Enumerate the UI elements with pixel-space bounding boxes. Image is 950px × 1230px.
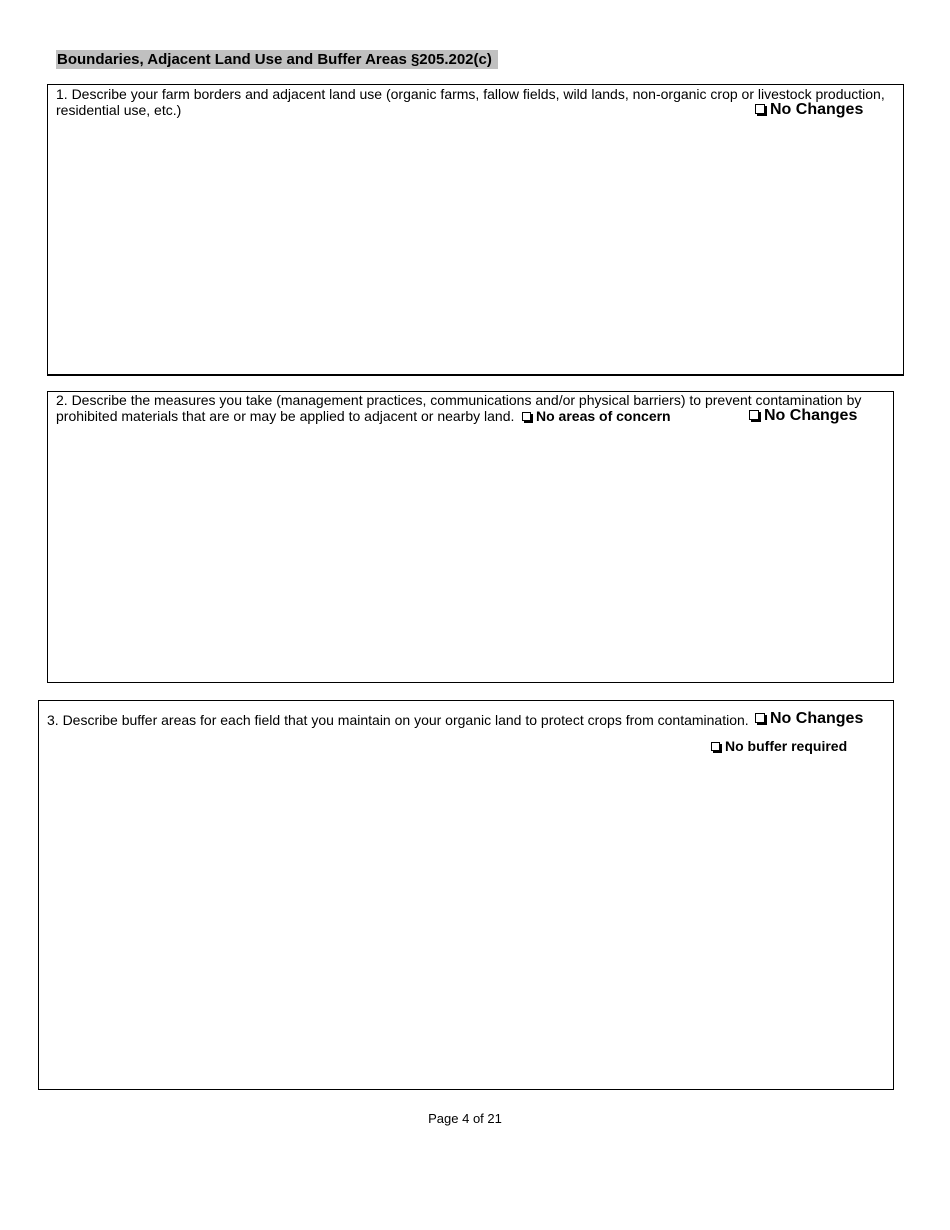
question-3-text-line1: 3. Describe buffer areas for each field that you maintain on your organic land to protect crops from contamination. <box>47 712 749 728</box>
question-1-text-line2: residential use, etc.) <box>56 102 182 118</box>
question-2-no-changes-label: No Changes <box>764 407 858 424</box>
page-number: Page 4 of 21 <box>428 1111 502 1126</box>
question-1-no-changes-option[interactable] <box>755 101 863 119</box>
question-1-answer-box[interactable] <box>47 84 904 376</box>
question-1-no-changes-label: No Changes <box>770 101 864 118</box>
question-2-text-line2: prohibited materials that are or may be applied to adjacent or nearby land. <box>56 408 515 424</box>
section-title: Boundaries, Adjacent Land Use and Buffer Areas §205.202(c) <box>56 50 498 69</box>
question-3-answer-box[interactable] <box>38 700 894 1090</box>
checkbox-icon[interactable] <box>522 412 531 421</box>
question-2-text-line1: 2. Describe the measures you take (management practices, communications and/or physical barriers) to prevent contamination by <box>56 392 862 408</box>
question-3-no-changes-option[interactable] <box>755 710 863 728</box>
checkbox-icon[interactable] <box>749 410 759 420</box>
checkbox-icon[interactable] <box>755 713 765 723</box>
question-3-no-changes-label: No Changes <box>770 710 864 727</box>
question-2-no-areas-label: No areas of concern <box>536 408 671 424</box>
question-2-no-changes-option[interactable] <box>749 407 857 425</box>
question-3-no-buffer-option[interactable] <box>711 738 847 754</box>
checkbox-icon[interactable] <box>755 104 765 114</box>
checkbox-icon[interactable] <box>711 742 720 751</box>
question-2-answer-box[interactable] <box>47 391 894 683</box>
question-1-text-line1: 1. Describe your farm borders and adjacent land use (organic farms, fallow fields, wild lands, non-organic crop or livestock production, <box>56 86 885 102</box>
question-3-no-buffer-label: No buffer required <box>725 738 848 754</box>
question-2-no-areas-option[interactable] <box>522 408 671 424</box>
